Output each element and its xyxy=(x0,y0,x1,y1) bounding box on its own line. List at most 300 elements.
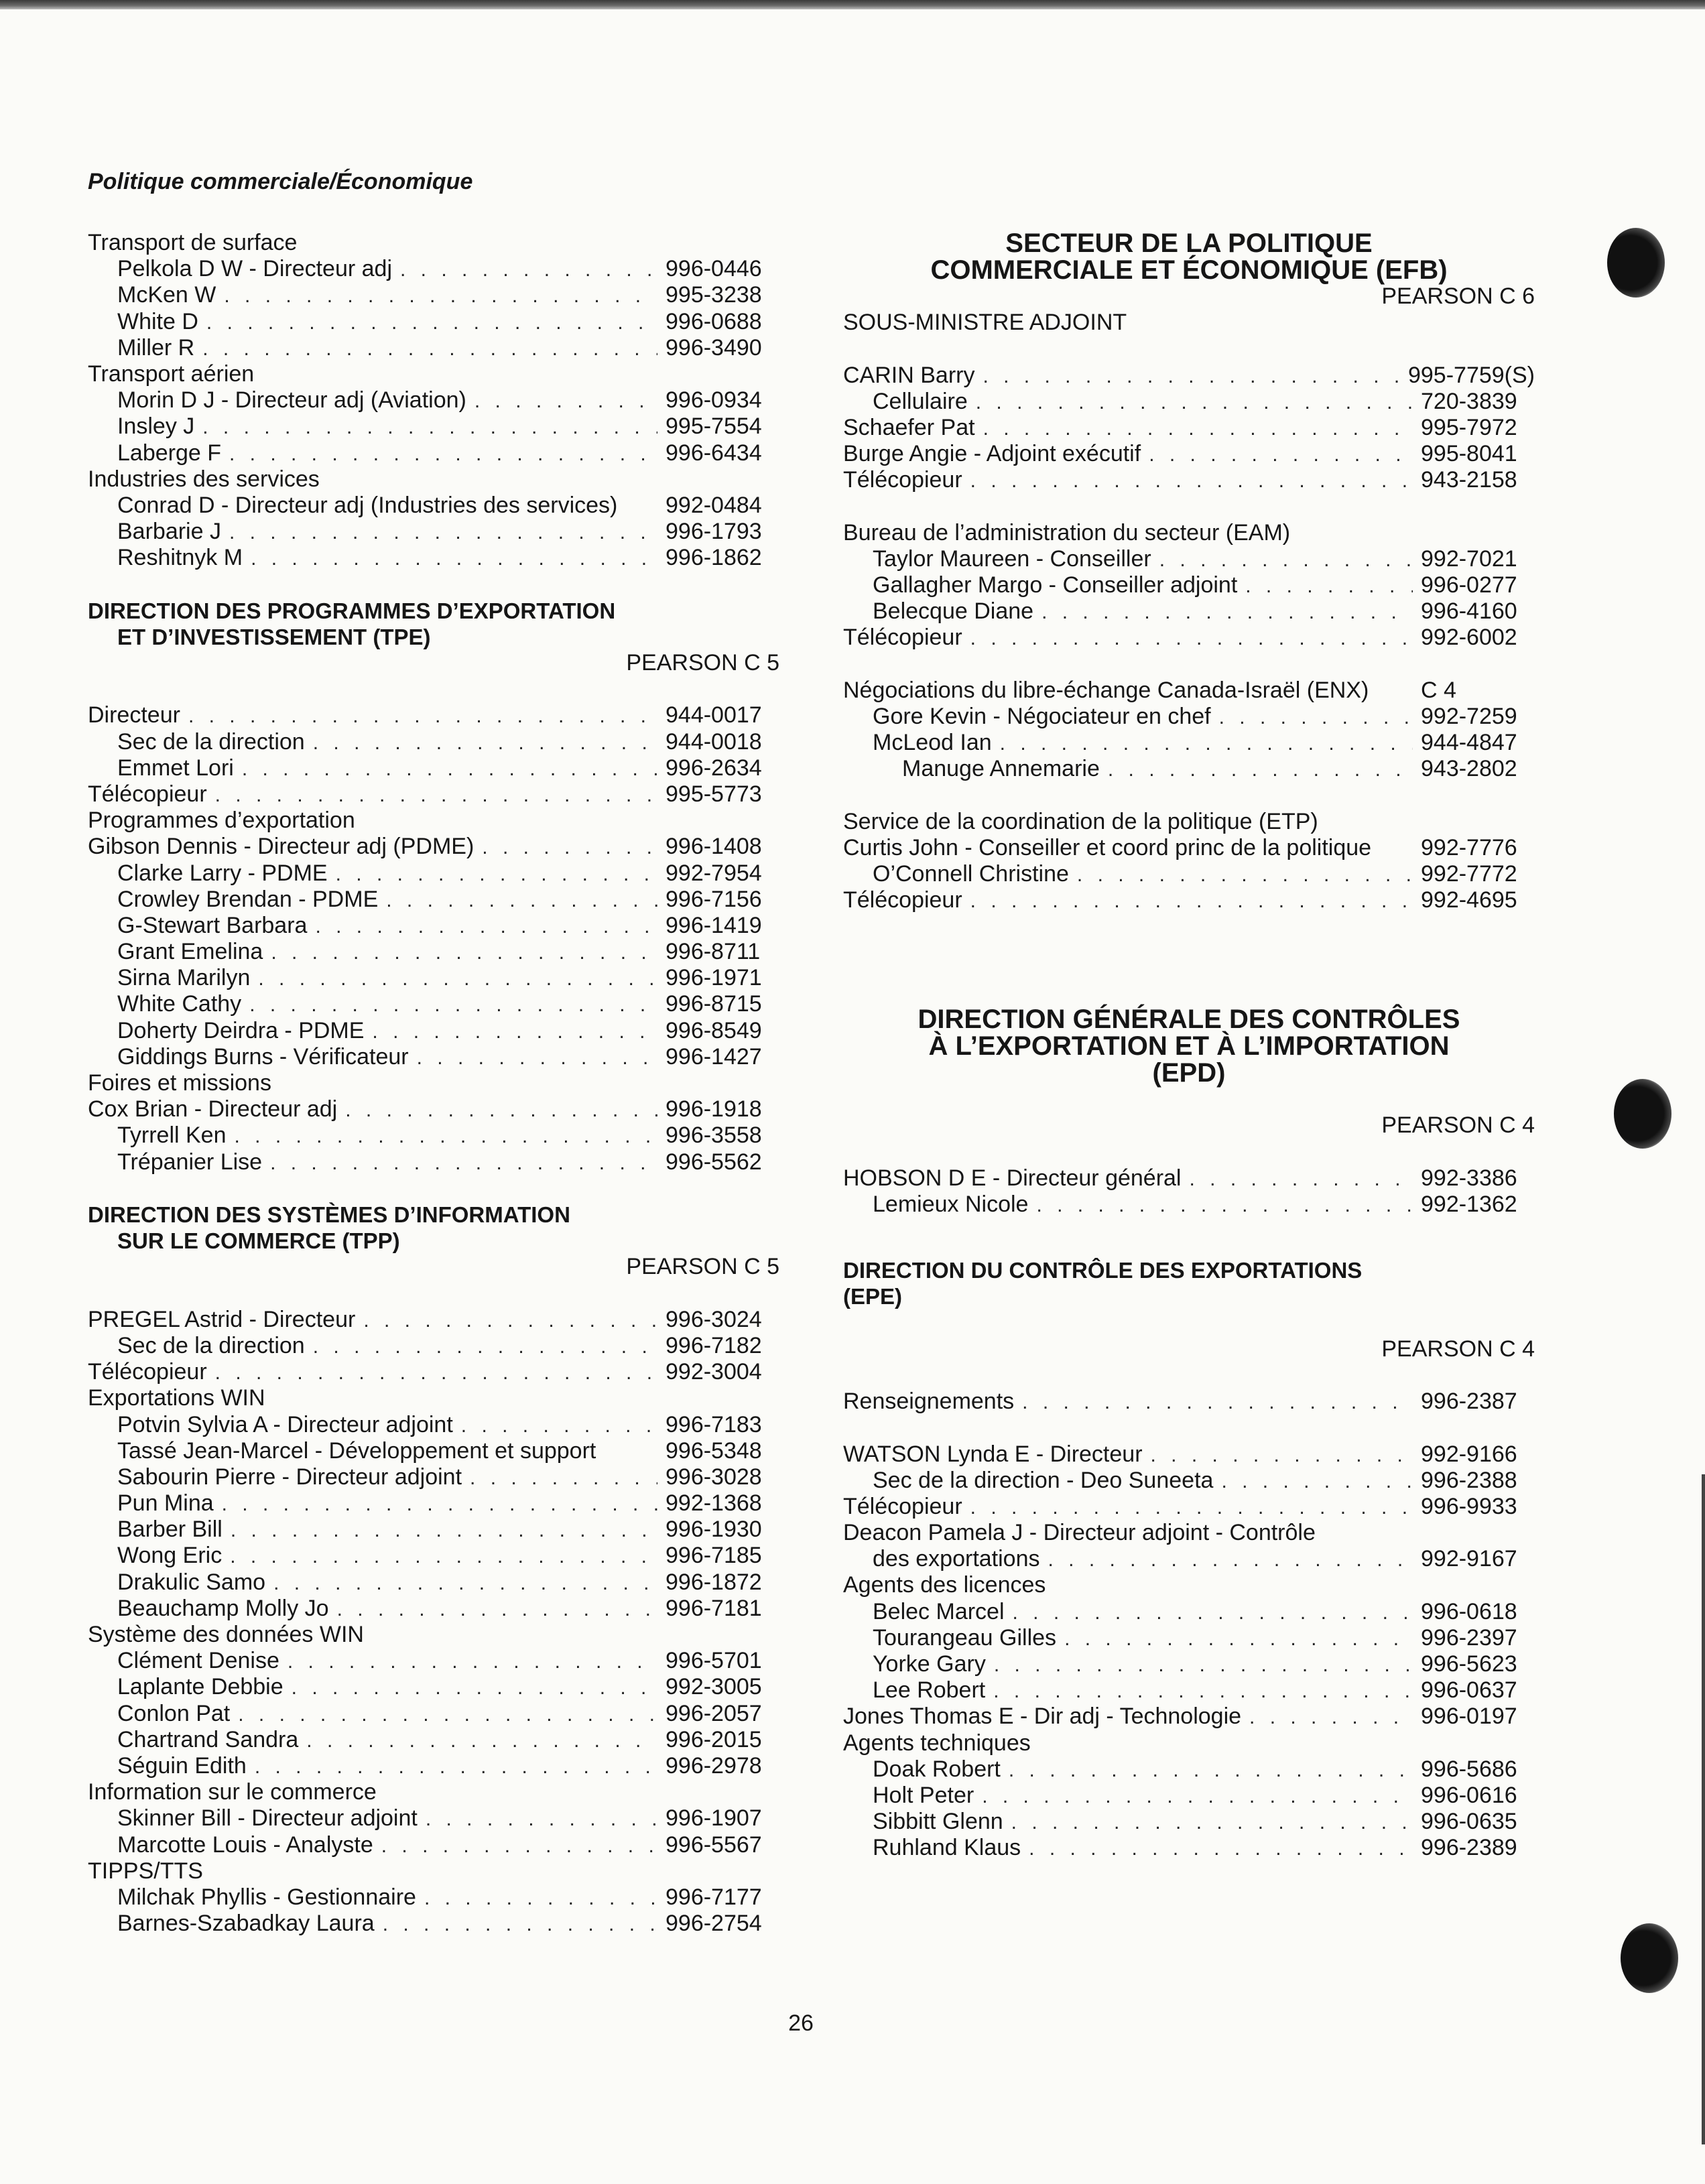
phone-number: 996-1419 xyxy=(666,912,762,938)
dot-leader xyxy=(372,1019,657,1045)
phone-number: 996-2754 xyxy=(666,1911,762,1937)
entry-name: Manuge Annemarie xyxy=(902,756,1100,782)
phone-number: 996-0635 xyxy=(1421,1809,1517,1835)
phone-number: 996-3024 xyxy=(666,1306,762,1332)
entry-name: Lemieux Nicole xyxy=(873,1191,1029,1217)
phone-number: 992-7259 xyxy=(1421,704,1517,729)
entry-name: Sec de la direction xyxy=(117,1332,305,1358)
phone-number: 992-7772 xyxy=(1421,861,1517,887)
phone-number: 996-0637 xyxy=(1421,1677,1517,1704)
dot-leader xyxy=(215,1360,657,1386)
phone-number: 996-2388 xyxy=(1421,1467,1517,1493)
directory-entry xyxy=(88,1596,779,1622)
entry-name: Programmes d’exportation xyxy=(88,808,355,834)
entry-name: Curtis John - Conseiller et coord princ de la politique xyxy=(843,834,1372,860)
dot-leader xyxy=(315,913,657,940)
directory-entry xyxy=(88,887,779,913)
entry-name: Deacon Pamela J - Directeur adjoint - Contrôle xyxy=(843,1520,1316,1546)
entry-name: O’Connell Christine xyxy=(873,861,1069,887)
entry-name: Tyrrell Ken xyxy=(117,1122,227,1149)
dot-leader xyxy=(288,1649,657,1675)
dot-leader xyxy=(1151,1442,1413,1468)
entry-name: Conlon Pat xyxy=(117,1700,231,1726)
phone-number: 996-1930 xyxy=(666,1517,762,1543)
division-title-line: COMMERCIALE ET ÉCONOMIQUE (EFB) xyxy=(930,255,1448,285)
dot-leader xyxy=(417,1045,657,1071)
dot-leader xyxy=(224,283,657,309)
directory-entry xyxy=(88,1044,779,1070)
directory-entry xyxy=(843,1599,1535,1625)
spacer xyxy=(843,1218,1535,1244)
directory-entry xyxy=(88,1018,779,1044)
dot-leader xyxy=(383,1911,657,1937)
entry-name: Yorke Gary xyxy=(873,1651,986,1677)
phone-number: 995-5773 xyxy=(666,781,762,807)
entry-name: Cox Brian - Directeur adj xyxy=(88,1096,338,1122)
entry-name: Gore Kevin - Négociateur en chef xyxy=(873,704,1211,729)
spacer xyxy=(843,651,1535,678)
entry-name: Barbarie J xyxy=(117,519,221,545)
spacer xyxy=(843,783,1535,809)
dot-leader xyxy=(242,756,657,782)
directory-entry xyxy=(843,389,1535,415)
phone-number: 992-1368 xyxy=(666,1490,762,1517)
directory-entry xyxy=(843,835,1535,861)
directory-entry xyxy=(88,1517,779,1543)
directory-entry xyxy=(88,1412,779,1438)
directory-entry xyxy=(843,1651,1535,1677)
phone-number: 944-0018 xyxy=(666,728,762,755)
dot-leader xyxy=(1013,1600,1413,1626)
spacer xyxy=(843,1415,1535,1441)
spacer xyxy=(843,494,1535,520)
dot-leader xyxy=(970,468,1413,494)
entry-name: Chartrand Sandra xyxy=(117,1726,299,1752)
dot-leader xyxy=(994,1652,1413,1678)
dot-leader xyxy=(1048,1547,1413,1573)
directory-entry xyxy=(88,1858,779,1884)
entry-name: Télécopieur xyxy=(843,625,962,651)
dot-leader xyxy=(202,414,657,440)
dot-leader xyxy=(215,782,657,808)
entry-name: PREGEL Astrid - Directeur xyxy=(88,1306,356,1332)
entry-name: Tourangeau Gilles xyxy=(873,1624,1057,1651)
phone-number: 992-7954 xyxy=(666,860,762,886)
dot-leader xyxy=(386,887,657,913)
entry-name: Miller R xyxy=(117,334,195,361)
directory-entry xyxy=(843,1704,1535,1730)
directory-entry xyxy=(88,808,779,834)
phone-number: 995-8041 xyxy=(1421,441,1517,467)
directory-entry xyxy=(88,519,779,545)
phone-number: 996-7183 xyxy=(666,1411,762,1437)
entry-name: Skinner Bill - Directeur adjoint xyxy=(117,1805,418,1832)
dot-leader xyxy=(1036,1192,1413,1218)
spacer xyxy=(843,1244,1535,1257)
directory-entry xyxy=(88,1569,779,1596)
entry-name: Tassé Jean-Marcel - Développement et support xyxy=(117,1437,596,1464)
entry-name: Agents des licences xyxy=(843,1572,1046,1598)
directory-entry xyxy=(88,230,779,256)
dot-leader xyxy=(970,1494,1413,1521)
directory-entry xyxy=(843,1192,1535,1218)
division-title-line: SECTEUR DE LA POLITIQUE xyxy=(1005,229,1373,258)
entry-name: Crowley Brendan - PDME xyxy=(117,886,379,912)
directory-entry xyxy=(88,1464,779,1490)
dot-leader xyxy=(258,966,657,992)
entry-name: Gibson Dennis - Directeur adj (PDME) xyxy=(88,834,475,860)
directory-entry xyxy=(88,1779,779,1805)
phone-number: 996-2389 xyxy=(1421,1835,1517,1861)
entry-name: Doherty Deirdra - PDME xyxy=(117,1017,365,1043)
dot-leader xyxy=(1221,1468,1413,1494)
directory-entry xyxy=(88,413,779,440)
phone-number: 992-0484 xyxy=(666,492,762,518)
binder-hole-middle xyxy=(1614,1079,1671,1149)
dot-leader xyxy=(306,1728,657,1754)
entry-name: Barber Bill xyxy=(117,1517,223,1543)
entry-name: Reshitnyk M xyxy=(117,545,243,571)
phone-number: 996-5701 xyxy=(666,1648,762,1674)
directory-entry xyxy=(88,1805,779,1832)
phone-number: 996-5623 xyxy=(1421,1651,1517,1677)
entry-name: Télécopieur xyxy=(88,781,207,807)
spacer xyxy=(843,1139,1535,1165)
dot-leader xyxy=(461,1413,657,1439)
dot-leader xyxy=(426,1806,657,1832)
section-heading-line: SUR LE COMMERCE (TPP) xyxy=(117,1228,400,1254)
phone-number: 996-1793 xyxy=(666,519,762,545)
section-heading-line: ET D’INVESTISSEMENT (TPE) xyxy=(117,624,431,649)
location-label: PEARSON C 5 xyxy=(626,1254,779,1280)
dot-leader xyxy=(336,861,657,887)
dot-leader xyxy=(238,1701,657,1728)
entry-name: Bureau de l’administration du secteur (EAM) xyxy=(843,519,1291,545)
phone-number: 996-7185 xyxy=(666,1543,762,1569)
entry-name: White D xyxy=(117,308,198,334)
directory-entry xyxy=(843,1835,1535,1861)
left-column xyxy=(88,230,779,1937)
phone-number: 996-2397 xyxy=(1421,1624,1517,1651)
directory-entry xyxy=(843,520,1535,546)
entry-name: Giddings Burns - Vérificateur xyxy=(117,1043,409,1070)
entry-name: Transport aérien xyxy=(88,361,255,387)
directory-entry xyxy=(88,335,779,361)
directory-entry xyxy=(843,546,1535,572)
entry-name: Clarke Larry - PDME xyxy=(117,860,328,886)
directory-entry xyxy=(843,887,1535,913)
directory-entry xyxy=(88,1438,779,1464)
directory-entry xyxy=(88,991,779,1017)
phone-number: 996-8549 xyxy=(666,1017,762,1043)
dot-leader xyxy=(1011,1809,1413,1836)
phone-number: 996-7181 xyxy=(666,1595,762,1621)
entry-name: Clément Denise xyxy=(117,1648,279,1674)
directory-entry xyxy=(843,1494,1535,1520)
entry-name: G-Stewart Barbara xyxy=(117,912,308,938)
dot-leader xyxy=(363,1307,657,1334)
directory-entry xyxy=(843,415,1535,441)
directory-entry xyxy=(88,965,779,991)
dot-leader xyxy=(255,1754,657,1780)
phone-number: 992-6002 xyxy=(1421,625,1517,651)
location-label: PEARSON C 4 xyxy=(1381,1112,1535,1139)
entry-name: Lee Robert xyxy=(873,1677,986,1704)
dot-leader xyxy=(1108,757,1413,783)
entry-name: Transport de surface xyxy=(88,230,298,255)
phone-number: 996-3028 xyxy=(666,1464,762,1490)
phone-number: 996-2387 xyxy=(1421,1389,1517,1415)
dot-leader xyxy=(1029,1836,1413,1862)
division-title xyxy=(843,1006,1535,1086)
phone-number: C 4 xyxy=(1421,677,1456,703)
dot-leader xyxy=(292,1675,657,1701)
entry-name: Holt Peter xyxy=(873,1782,974,1808)
entry-name: WATSON Lynda E - Directeur xyxy=(843,1441,1143,1467)
dot-leader xyxy=(983,363,1400,389)
entry-name: Information sur le commerce xyxy=(88,1779,377,1805)
entry-name: HOBSON D E - Directeur général xyxy=(843,1165,1182,1191)
dot-leader xyxy=(229,519,657,545)
dot-leader xyxy=(482,834,657,860)
dot-leader xyxy=(313,730,657,756)
directory-entry xyxy=(88,1884,779,1911)
entry-name: Grant Emelina xyxy=(117,939,263,965)
phone-number: 996-0688 xyxy=(666,308,762,334)
directory-entry xyxy=(843,1783,1535,1809)
directory-entry xyxy=(88,1543,779,1569)
directory-entry xyxy=(843,467,1535,493)
entry-name: Belecque Diane xyxy=(873,598,1034,625)
entry-name: SOUS-MINISTRE ADJOINT xyxy=(843,310,1127,336)
phone-number: 944-0017 xyxy=(666,702,762,728)
entry-name: Emmet Lori xyxy=(117,755,234,781)
entry-name: Sirna Marilyn xyxy=(117,965,251,991)
dot-leader xyxy=(1022,1389,1413,1415)
dot-leader xyxy=(1219,704,1413,730)
directory-entry xyxy=(88,729,779,755)
directory-entry xyxy=(843,572,1535,598)
phone-number: 992-3386 xyxy=(1421,1165,1517,1191)
phone-number: 996-7156 xyxy=(666,886,762,912)
entry-name: Belec Marcel xyxy=(873,1598,1005,1624)
dot-leader xyxy=(983,415,1413,442)
directory-entry xyxy=(88,834,779,860)
entry-name: Négociations du libre-échange Canada-Israël (ENX) xyxy=(843,677,1369,703)
directory-entry xyxy=(88,913,779,939)
dot-leader xyxy=(1041,599,1413,625)
entry-name: TIPPS/TTS xyxy=(88,1858,203,1884)
entry-name: Marcotte Louis - Analyste xyxy=(117,1832,373,1858)
entry-name: Télécopieur xyxy=(843,887,962,913)
entry-name: Télécopieur xyxy=(843,1493,962,1519)
entry-name: Exportations WIN xyxy=(88,1385,265,1411)
phone-number: 996-1872 xyxy=(666,1569,762,1595)
dot-leader xyxy=(235,1123,658,1149)
entry-name: Sabourin Pierre - Directeur adjoint xyxy=(117,1464,462,1490)
entry-name: McKen W xyxy=(117,282,216,308)
section-heading-line: DIRECTION DU CONTRÔLE DES EXPORTATIONS xyxy=(843,1258,1363,1283)
binder-hole-top xyxy=(1607,228,1665,298)
dot-leader xyxy=(188,703,657,729)
entry-name: Insley J xyxy=(117,413,195,440)
binder-hole-bottom xyxy=(1621,1923,1678,1993)
directory-entry xyxy=(843,1389,1535,1415)
phone-number: 996-5567 xyxy=(666,1832,762,1858)
phone-number: 996-7182 xyxy=(666,1332,762,1358)
phone-number: 995-7759(S) xyxy=(1407,362,1535,388)
entry-name: Ruhland Klaus xyxy=(873,1835,1021,1861)
phone-number: 992-1362 xyxy=(1421,1191,1517,1217)
scan-right-edge xyxy=(1702,1474,1705,2144)
division-title-line: DIRECTION GÉNÉRALE DES CONTRÔLES xyxy=(918,1005,1460,1035)
dot-leader xyxy=(1009,1757,1413,1783)
spacer xyxy=(843,940,1535,966)
directory-entry xyxy=(843,1165,1535,1192)
directory-entry xyxy=(843,1625,1535,1651)
phone-number: 992-7021 xyxy=(1421,545,1517,572)
phone-number: 996-0446 xyxy=(666,256,762,282)
entry-name: Sec de la direction - Deo Suneeta xyxy=(873,1467,1214,1493)
phone-number: 720-3839 xyxy=(1421,388,1517,414)
entry-name: Cellulaire xyxy=(873,388,968,414)
entry-name: Pelkola D W - Directeur adj xyxy=(117,256,393,282)
directory-entry xyxy=(843,1677,1535,1704)
division-title-line: À L’EXPORTATION ET À L’IMPORTATION xyxy=(928,1031,1450,1062)
entry-name: White Cathy xyxy=(117,991,242,1017)
scan-top-edge xyxy=(0,0,1705,9)
directory-entry xyxy=(843,809,1535,835)
dot-leader xyxy=(1000,730,1413,757)
directory-entry xyxy=(843,441,1535,467)
phone-number: 996-4160 xyxy=(1421,598,1517,625)
phone-number: 996-5348 xyxy=(666,1437,762,1464)
phone-number: 995-3238 xyxy=(666,282,762,308)
phone-number: 996-2057 xyxy=(666,1700,762,1726)
phone-number: 996-2978 xyxy=(666,1752,762,1779)
phone-number: 943-2802 xyxy=(1421,756,1517,782)
spacer xyxy=(88,1281,779,1307)
directory-entry xyxy=(843,861,1535,887)
directory-entry xyxy=(88,1122,779,1149)
phone-number: 995-7972 xyxy=(1421,414,1517,440)
directory-entry xyxy=(88,1911,779,1937)
phone-number: 992-4695 xyxy=(1421,887,1517,913)
entry-name: Directeur xyxy=(88,702,180,728)
directory-entry xyxy=(88,702,779,728)
entry-name: CARIN Barry xyxy=(843,362,975,388)
entry-name: Milchak Phyllis - Gestionnaire xyxy=(117,1884,416,1910)
directory-entry xyxy=(88,1648,779,1674)
directory-entry xyxy=(88,545,779,571)
dot-leader xyxy=(1249,1704,1413,1730)
entry-name: Foires et missions xyxy=(88,1070,271,1096)
entry-name: Taylor Maureen - Conseiller xyxy=(873,545,1151,572)
phone-number: 996-2634 xyxy=(666,755,762,781)
entry-name: Laberge F xyxy=(117,440,221,466)
phone-number: 992-3005 xyxy=(666,1674,762,1700)
dot-leader xyxy=(249,992,657,1018)
dot-leader xyxy=(1149,442,1413,468)
directory-entry xyxy=(843,625,1535,651)
directory-entry xyxy=(843,310,1535,336)
page-number: 26 xyxy=(788,2010,814,2036)
phone-number: 996-5562 xyxy=(666,1149,762,1175)
phone-number: 996-0197 xyxy=(1421,1704,1517,1730)
entry-name: des exportations xyxy=(873,1546,1040,1572)
directory-entry xyxy=(88,1727,779,1753)
phone-number: 996-8711 xyxy=(666,939,761,965)
phone-number: 996-1408 xyxy=(666,834,762,860)
spacer xyxy=(88,571,779,597)
phone-number: 992-9167 xyxy=(1421,1546,1517,1572)
spacer xyxy=(843,914,1535,940)
dot-leader xyxy=(976,389,1413,415)
entry-name: Renseignements xyxy=(843,1389,1015,1415)
dot-leader xyxy=(993,1678,1413,1704)
phone-number: 992-3004 xyxy=(666,1359,762,1385)
directory-entry xyxy=(843,704,1535,730)
entry-name: Morin D J - Directeur adj (Aviation) xyxy=(117,387,466,413)
dot-leader xyxy=(400,257,657,283)
spacer xyxy=(843,1310,1535,1336)
directory-entry xyxy=(843,678,1535,704)
spacer xyxy=(843,336,1535,362)
phone-number: 992-9166 xyxy=(1421,1441,1517,1467)
dot-leader xyxy=(206,310,657,336)
phone-number: 996-8715 xyxy=(666,991,762,1017)
phone-number: 996-0616 xyxy=(1421,1782,1517,1808)
phone-number: 996-7177 xyxy=(666,1884,762,1910)
dot-leader xyxy=(982,1783,1413,1809)
directory-entry xyxy=(88,755,779,781)
entry-name: Beauchamp Molly Jo xyxy=(117,1595,329,1621)
directory-entry xyxy=(88,1385,779,1411)
right-column xyxy=(843,230,1535,1862)
phone-number: 996-0277 xyxy=(1421,572,1517,598)
dot-leader xyxy=(313,1334,657,1360)
phone-number: 996-1862 xyxy=(666,545,762,571)
phone-number: 944-4847 xyxy=(1421,730,1517,756)
directory-entry xyxy=(843,598,1535,625)
phone-number: 996-0618 xyxy=(1421,1598,1517,1624)
entry-name: Barnes-Szabadkay Laura xyxy=(117,1911,375,1937)
spacer xyxy=(88,676,779,702)
dot-leader xyxy=(1245,573,1413,599)
phone-number: 996-9933 xyxy=(1421,1493,1517,1519)
phone-number: 996-6434 xyxy=(666,440,762,466)
directory-entry xyxy=(88,361,779,387)
entry-name: Doak Robert xyxy=(873,1756,1001,1782)
directory-entry xyxy=(88,860,779,887)
phone-number: 943-2158 xyxy=(1421,467,1517,493)
directory-entry xyxy=(88,493,779,519)
entry-name: Schaefer Pat xyxy=(843,414,975,440)
directory-entry xyxy=(88,939,779,965)
dot-leader xyxy=(231,1517,657,1543)
directory-entry xyxy=(843,1546,1535,1572)
directory-entry xyxy=(88,1753,779,1779)
spacer xyxy=(843,966,1535,992)
section-heading-line: DIRECTION DES SYSTÈMES D’INFORMATION xyxy=(88,1202,570,1227)
entry-name: Pun Mina xyxy=(117,1490,214,1517)
dot-leader xyxy=(337,1596,657,1622)
section-heading xyxy=(88,1202,779,1254)
spacer xyxy=(88,1175,779,1202)
directory-entry xyxy=(88,256,779,282)
dot-leader xyxy=(970,625,1413,651)
phone-number: 996-0934 xyxy=(666,387,762,413)
